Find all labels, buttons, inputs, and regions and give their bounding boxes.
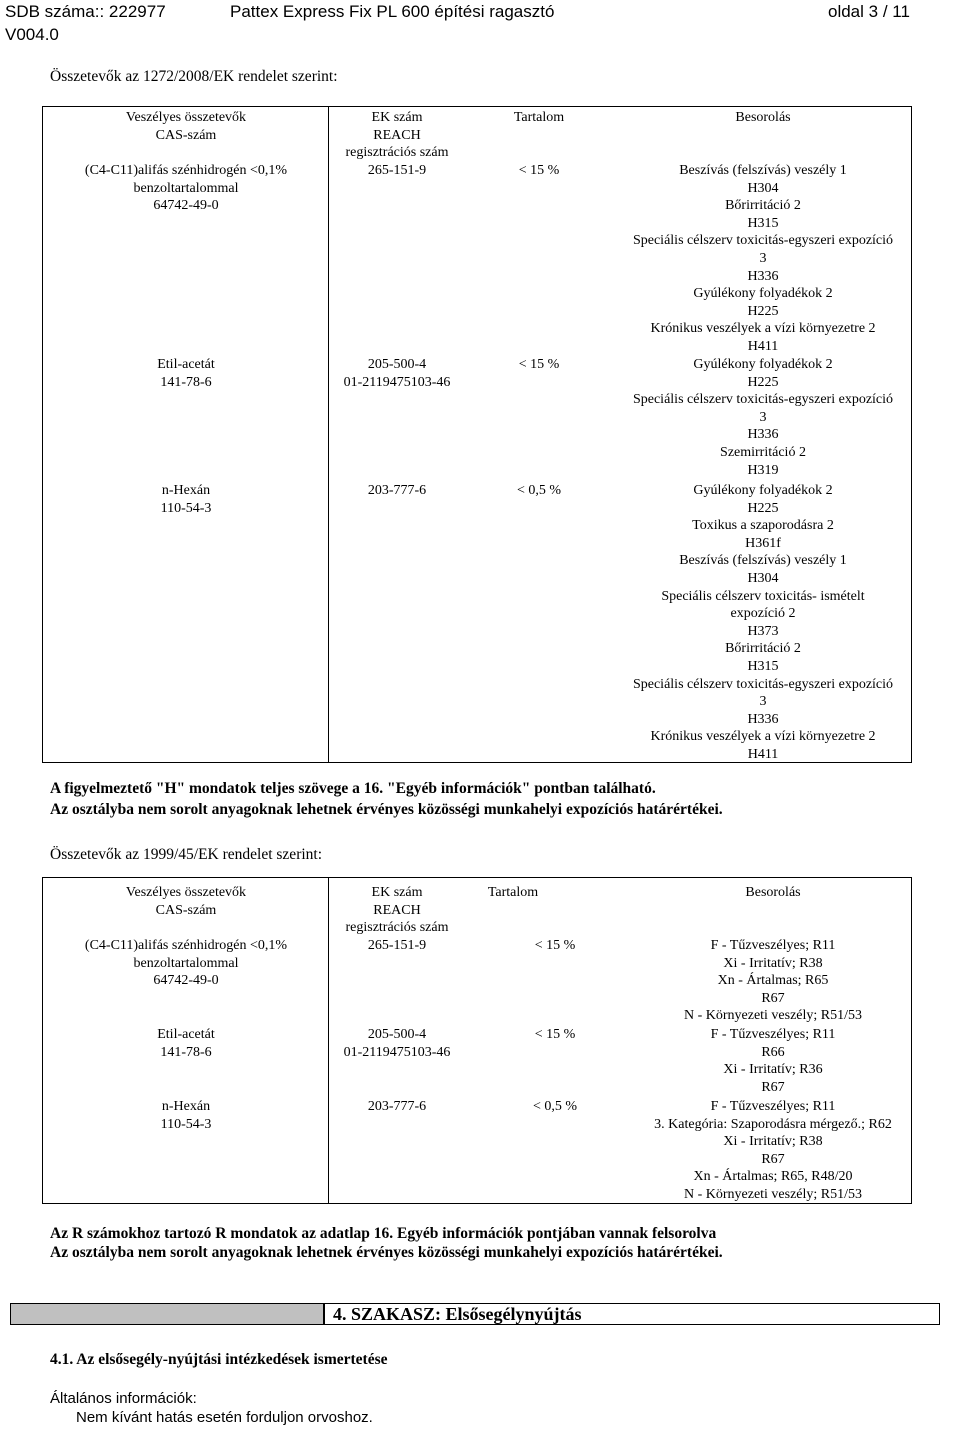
col-class-header: Besorolás <box>735 110 791 125</box>
content-value: < 15 % <box>518 163 560 178</box>
section4-title: 4. SZAKASZ: Elsősegélynyújtás <box>333 1304 582 1324</box>
col-ek-header: EK szám <box>371 110 423 125</box>
ingredients-table-dpd <box>42 877 912 1204</box>
classification-line: Gyúlékony folyadékok 2 <box>693 286 833 302</box>
classification-line: Speciális célszerv toxicitás-egyszeri expozíció <box>632 676 894 692</box>
classification-line: H225 <box>747 500 779 516</box>
ek-number: 203-777-6 <box>367 483 427 498</box>
col-ingredient-header: Veszélyes összetevők <box>125 110 247 125</box>
classification-line: 3 <box>759 250 767 266</box>
col-class-header: Besorolás <box>745 885 801 900</box>
cas-number: 64742-49-0 <box>153 973 219 989</box>
col-content-header: Tartalom <box>487 885 539 900</box>
classification-line: H315 <box>747 658 779 674</box>
ingredients-table-clp <box>42 106 912 763</box>
cas-number: 141-78-6 <box>160 374 212 390</box>
classification-line: H361f <box>745 535 781 551</box>
col-cas-header: CAS-szám <box>155 902 217 918</box>
r-phrases-note: Az R számokhoz tartozó R mondatok az adatlap 16. Egyéb információk pontjában vannak felsorolva <box>50 1225 717 1242</box>
section1-heading: Összetevők az 1272/2008/EK rendelet szerint: <box>50 68 338 85</box>
content-value: < 0,5 % <box>516 483 562 498</box>
ingredient-name: n-Hexán <box>161 1099 211 1114</box>
classification-line: Xi - Irritatív; R38 <box>723 1134 823 1150</box>
content-value: < 15 % <box>518 357 560 372</box>
classification-line: 3. Kategória: Szaporodásra mérgező.; R62 <box>654 1116 892 1132</box>
classification-line: Gyúlékony folyadékok 2 <box>693 483 833 498</box>
ingredient-name: (C4-C11)alifás szénhidrogén <0,1% <box>84 938 288 953</box>
content-value: < 15 % <box>534 1027 576 1042</box>
classification-line: H304 <box>747 570 779 586</box>
column-divider <box>328 878 329 1203</box>
cas-number: 141-78-6 <box>160 1044 212 1060</box>
classification-line: H411 <box>747 746 779 762</box>
cas-number: 110-54-3 <box>160 1116 212 1132</box>
classification-line: H336 <box>747 427 779 443</box>
classification-line: H336 <box>747 268 779 284</box>
cas-number: 110-54-3 <box>160 500 212 516</box>
h-statements-note: A figyelmeztető "H" mondatok teljes szövege a 16. "Egyéb információk" pontban található. <box>50 780 656 797</box>
exposure-limits-note: Az osztályba nem sorolt anyagoknak lehetnek érvényes közösségi munkahelyi expozíciós határértékei. <box>50 801 723 818</box>
table-row <box>55 1098 317 1133</box>
section-title-box <box>324 1303 940 1325</box>
classification-line: H373 <box>747 623 779 639</box>
section4-1-heading: 4.1. Az elsősegély-nyújtási intézkedések ismertetése <box>50 1351 388 1368</box>
classification-line: H411 <box>747 338 779 354</box>
classification-line: Speciális célszerv toxicitás-egyszeri expozíció <box>632 392 894 408</box>
col-content-header: Tartalom <box>513 110 565 125</box>
col-reach-reg-header: regisztrációs szám <box>345 145 449 161</box>
ek-number: 203-777-6 <box>367 1099 427 1114</box>
classification-line: H315 <box>747 215 779 231</box>
ingredient-name: benzoltartalommal <box>133 955 239 971</box>
section-title-bar-fill <box>10 1303 324 1325</box>
exposure-limits-note: Az osztályba nem sorolt anyagoknak lehetnek érvényes közösségi munkahelyi expozíciós határértékei. <box>50 1244 723 1261</box>
col-cas-header: CAS-szám <box>155 127 217 143</box>
classification-line: N - Környezeti veszély; R51/53 <box>683 1008 863 1024</box>
column-divider <box>328 107 329 762</box>
classification-line: Bőrirritáció 2 <box>725 641 801 657</box>
ingredient-name: Etil-acetát <box>157 357 215 372</box>
col-ek-header: EK szám <box>371 885 423 900</box>
ingredient-name: n-Hexán <box>161 483 211 498</box>
classification-line: Xn - Ártalmas; R65, R48/20 <box>693 1169 853 1185</box>
classification-line: H225 <box>747 303 779 319</box>
classification-line: 3 <box>759 409 767 425</box>
classification-line: Beszívás (felszívás) veszély 1 <box>679 163 847 178</box>
classification-line: Speciális célszerv toxicitás-egyszeri expozíció <box>632 233 894 249</box>
section2-heading: Összetevők az 1999/45/EK rendelet szerint: <box>50 846 323 863</box>
general-info-text: Nem kívánt hatás esetén forduljon orvoshoz. <box>76 1409 373 1426</box>
table-row <box>55 937 317 990</box>
classification-line: F - Tűzveszélyes; R11 <box>710 1027 836 1042</box>
ek-number: 205-500-4 <box>367 357 427 372</box>
col-reach-reg-header: regisztrációs szám <box>345 920 449 936</box>
classification-line: R66 <box>761 1044 785 1060</box>
classification-line: H319 <box>747 462 779 478</box>
classification-line: Speciális célszerv toxicitás- ismételt <box>661 588 865 604</box>
reach-number: 01-2119475103-46 <box>343 1044 451 1060</box>
classification-line: N - Környezeti veszély; R51/53 <box>683 1186 863 1202</box>
classification-line: H304 <box>747 180 779 196</box>
classification-line: Bőrirritáció 2 <box>725 198 801 214</box>
ek-number: 265-151-9 <box>367 163 427 178</box>
classification-line: Toxikus a szaporodásra 2 <box>692 518 834 534</box>
col-ingredient-header: Veszélyes összetevők <box>125 885 247 900</box>
col-reach-header: REACH <box>373 127 421 143</box>
table-row <box>55 1026 317 1061</box>
classification-line: H225 <box>747 374 779 390</box>
content-value: < 15 % <box>534 938 576 953</box>
reach-number: 01-2119475103-46 <box>343 374 451 390</box>
ingredient-name: benzoltartalommal <box>133 180 239 196</box>
table-row <box>55 356 317 391</box>
version-number: V004.0 <box>5 25 59 44</box>
table-row <box>55 162 317 215</box>
classification-line: R67 <box>761 1151 785 1167</box>
classification-line: Szemirritáció 2 <box>720 444 806 460</box>
table-row <box>55 482 317 517</box>
classification-line: Xi - Irritatív; R36 <box>723 1062 823 1078</box>
sdb-number: SDB száma:: 222977 <box>5 2 166 21</box>
classification-line: Xn - Ártalmas; R65 <box>717 973 829 989</box>
classification-line: Gyúlékony folyadékok 2 <box>693 357 833 372</box>
classification-line: 3 <box>759 694 767 710</box>
ek-number: 265-151-9 <box>367 938 427 953</box>
classification-line: F - Tűzveszélyes; R11 <box>710 1099 836 1114</box>
general-info-label: Általános információk: <box>50 1390 197 1407</box>
classification-line: Krónikus veszélyek a vízi környezetre 2 <box>650 321 876 337</box>
col-reach-header: REACH <box>373 902 421 918</box>
classification-line: Krónikus veszélyek a vízi környezetre 2 <box>650 729 876 745</box>
page-number: oldal 3 / 11 <box>828 2 910 21</box>
ek-number: 205-500-4 <box>367 1027 427 1042</box>
ingredient-name: Etil-acetát <box>157 1027 215 1042</box>
content-value: < 0,5 % <box>532 1099 578 1114</box>
classification-line: F - Tűzveszélyes; R11 <box>710 938 836 953</box>
classification-line: R67 <box>761 1079 785 1095</box>
classification-line: Xi - Irritatív; R38 <box>723 955 823 971</box>
cas-number: 64742-49-0 <box>153 198 219 214</box>
classification-line: R67 <box>761 990 785 1006</box>
classification-line: expozíció 2 <box>730 606 796 622</box>
classification-line: H336 <box>747 711 779 727</box>
document-title: Pattex Express Fix PL 600 építési ragasztó <box>230 2 555 21</box>
ingredient-name: (C4-C11)alifás szénhidrogén <0,1% <box>84 163 288 178</box>
classification-line: Beszívás (felszívás) veszély 1 <box>679 553 847 569</box>
